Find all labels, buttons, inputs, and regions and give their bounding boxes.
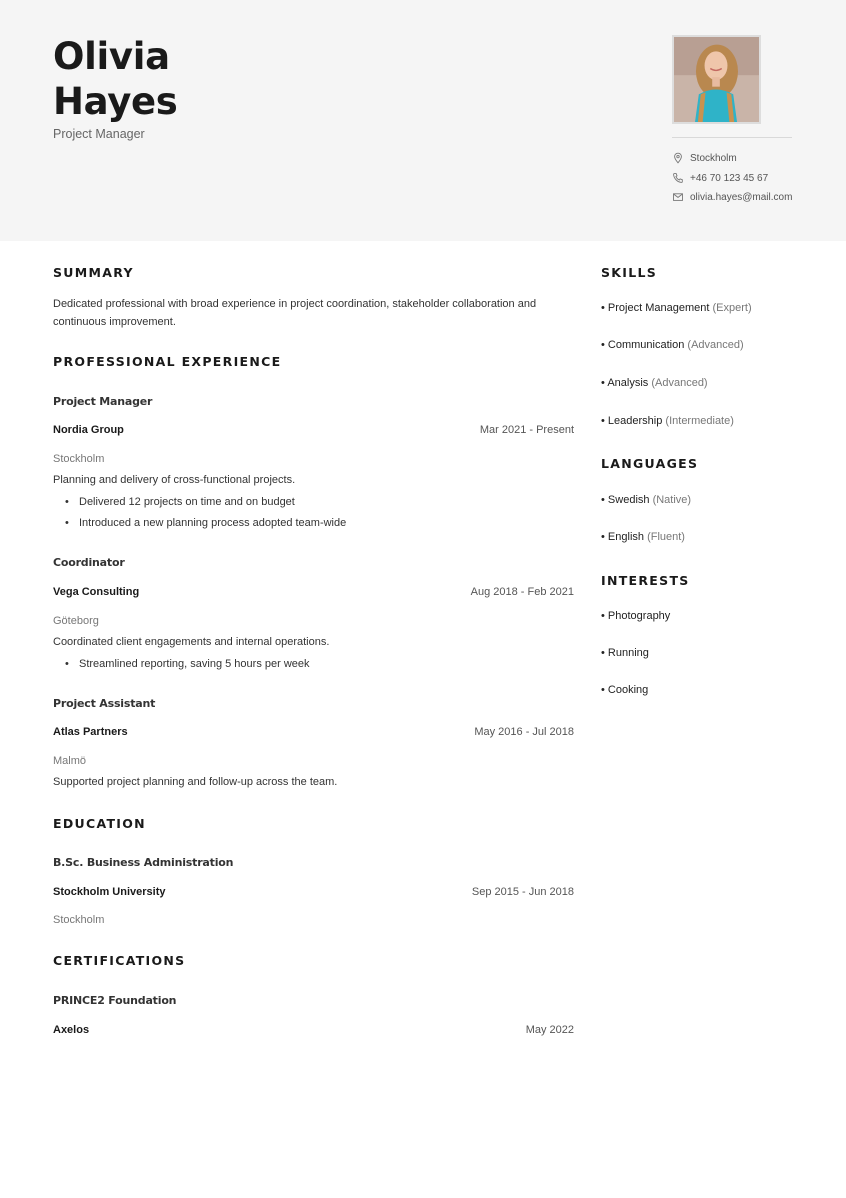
email-text: olivia.hayes@mail.com <box>690 191 793 203</box>
skill-name: Project Management <box>607 302 710 314</box>
interest-name: Cooking <box>607 684 649 696</box>
phone-icon <box>672 172 684 184</box>
job-company: Nordia Group <box>53 424 124 436</box>
skill-level: (Expert) <box>712 302 752 314</box>
phone-text: +46 70 123 45 67 <box>690 172 769 184</box>
job-title: Coordinator <box>53 556 125 569</box>
skill-name: Leadership <box>607 415 663 427</box>
job-title: Project Assistant <box>53 697 156 710</box>
job-company: Atlas Partners <box>53 726 128 738</box>
skill-item: • Project Management (Expert) <box>601 302 752 314</box>
certification-date: May 2022 <box>525 1024 574 1036</box>
job-description: Coordinated client engagements and internal operations. <box>53 636 330 648</box>
profile-photo <box>672 35 761 124</box>
job-description: Supported project planning and follow-up across the team. <box>53 776 338 788</box>
job-description: Planning and delivery of cross-functional projects. <box>53 474 296 486</box>
job-title: Project Manager <box>53 395 153 408</box>
job-company: Vega Consulting <box>53 586 140 598</box>
certification-name: PRINCE2 Foundation <box>53 994 177 1007</box>
experience-heading: PROFESSIONAL EXPERIENCE <box>53 354 282 369</box>
skill-name: Analysis <box>607 377 649 389</box>
language-item: • Swedish (Native) <box>601 494 692 506</box>
summary-text: Dedicated professional with broad experience in project coordination, stakeholder collaboration and continuous improvement. <box>53 298 537 328</box>
first-name: Olivia <box>53 35 170 78</box>
language-level: (Fluent) <box>647 531 685 543</box>
language-level: (Native) <box>652 494 692 506</box>
skill-item: • Communication (Advanced) <box>601 339 744 351</box>
contact-phone[interactable] <box>672 171 768 185</box>
summary-heading: SUMMARY <box>53 265 134 280</box>
languages-heading: LANGUAGES <box>601 456 699 471</box>
last-name: Hayes <box>53 80 178 123</box>
skill-item: • Leadership (Intermediate) <box>601 415 734 427</box>
job-bullet: • Introduced a new planning process adopted team-wide <box>79 517 346 529</box>
certification-issuer: Axelos <box>53 1024 90 1036</box>
interest-item: • Cooking <box>601 684 649 696</box>
job-role: Project Manager <box>53 127 145 141</box>
photo-divider <box>672 137 792 138</box>
school-name: Stockholm University <box>53 886 166 898</box>
location-pin-icon <box>672 152 684 164</box>
job-dates: May 2016 - Jul 2018 <box>474 726 574 738</box>
skill-item: • Analysis (Advanced) <box>601 377 708 389</box>
language-name: English <box>607 531 644 543</box>
interest-name: Photography <box>607 610 671 622</box>
interest-item: • Photography <box>601 610 671 622</box>
interests-heading: INTERESTS <box>601 573 690 588</box>
skills-heading: SKILLS <box>601 265 658 280</box>
job-location: Stockholm <box>53 453 105 465</box>
skill-name: Communication <box>607 339 685 351</box>
header-band <box>0 0 846 241</box>
certifications-heading: CERTIFICATIONS <box>53 953 186 968</box>
job-bullet: • Streamlined reporting, saving 5 hours per week <box>79 658 310 670</box>
candidate-name <box>53 34 178 124</box>
interest-name: Running <box>607 647 649 659</box>
location-text: Stockholm <box>690 152 737 164</box>
skill-level: (Intermediate) <box>665 415 734 427</box>
contact-email[interactable] <box>672 190 792 204</box>
education-location: Stockholm <box>53 914 105 926</box>
job-dates: Aug 2018 - Feb 2021 <box>470 586 574 598</box>
education-heading: EDUCATION <box>53 816 146 831</box>
contact-location <box>672 151 737 165</box>
mail-icon <box>672 191 684 203</box>
job-bullet: • Delivered 12 projects on time and on budget <box>79 496 295 508</box>
language-name: Swedish <box>607 494 650 506</box>
education-dates: Sep 2015 - Jun 2018 <box>471 886 574 898</box>
skill-level: (Advanced) <box>651 377 708 389</box>
job-dates: Mar 2021 - Present <box>479 424 574 436</box>
skill-level: (Advanced) <box>687 339 744 351</box>
language-item: • English (Fluent) <box>601 531 685 543</box>
degree-title: B.Sc. Business Administration <box>53 856 234 869</box>
job-location: Malmö <box>53 755 87 767</box>
job-location: Göteborg <box>53 615 99 627</box>
interest-item: • Running <box>601 647 649 659</box>
